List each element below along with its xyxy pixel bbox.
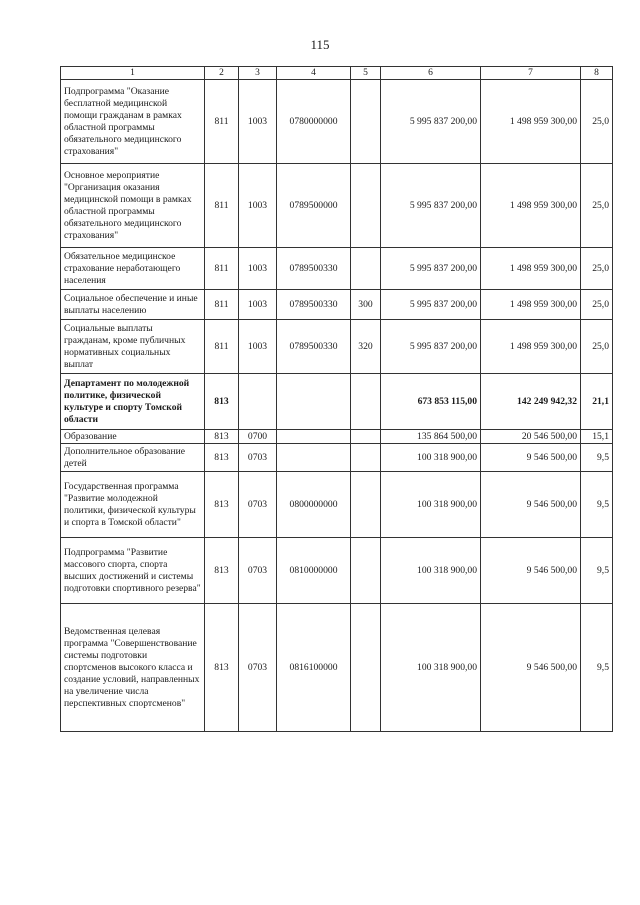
row-name-cell: Обязательное медицинское страхование неработающего населения [61,248,205,290]
table-row [61,444,613,472]
target-article-cell [277,374,351,430]
expense-type-cell: 300 [351,290,381,320]
expense-type-cell [351,472,381,538]
executed-amount-cell: 9 546 500,00 [481,472,581,538]
table-row [61,538,613,604]
row-name-cell: Социальные выплаты гражданам, кроме публичных нормативных социальных выплат [61,320,205,374]
executed-amount-cell: 9 546 500,00 [481,604,581,732]
code-cell: 811 [205,290,239,320]
planned-amount-cell: 100 318 900,00 [381,538,481,604]
section-cell: 0703 [239,538,277,604]
table-row [61,472,613,538]
row-name-cell: Подпрограмма "Развитие массового спорта, спорта высших достижений и системы подготовки спортивного резерва" [61,538,205,604]
section-cell: 1003 [239,80,277,164]
percent-cell: 25,0 [581,320,613,374]
executed-amount-cell: 9 546 500,00 [481,444,581,472]
section-cell: 0700 [239,430,277,444]
planned-amount-cell: 673 853 115,00 [381,374,481,430]
code-cell: 811 [205,80,239,164]
expense-type-cell [351,430,381,444]
page-number: 115 [310,37,330,52]
target-article-cell [277,430,351,444]
expense-type-cell [351,538,381,604]
budget-table [60,66,613,732]
percent-cell: 25,0 [581,164,613,248]
table-row [61,248,613,290]
table-row [61,374,613,430]
row-name-cell: Дополнительное образование детей [61,444,205,472]
target-article-cell: 0789500330 [277,290,351,320]
column-header: 3 [239,67,277,80]
target-article-cell: 0789500330 [277,248,351,290]
executed-amount-cell: 1 498 959 300,00 [481,320,581,374]
planned-amount-cell: 100 318 900,00 [381,444,481,472]
percent-cell: 25,0 [581,290,613,320]
section-cell: 1003 [239,290,277,320]
code-cell: 813 [205,430,239,444]
executed-amount-cell: 142 249 942,32 [481,374,581,430]
code-cell: 813 [205,374,239,430]
expense-type-cell [351,80,381,164]
table-row [61,164,613,248]
section-cell: 0703 [239,604,277,732]
percent-cell: 9,5 [581,444,613,472]
expense-type-cell: 320 [351,320,381,374]
column-header: 5 [351,67,381,80]
planned-amount-cell: 5 995 837 200,00 [381,320,481,374]
percent-cell: 25,0 [581,248,613,290]
expense-type-cell [351,374,381,430]
code-cell: 813 [205,472,239,538]
planned-amount-cell: 5 995 837 200,00 [381,80,481,164]
executed-amount-cell: 1 498 959 300,00 [481,80,581,164]
column-header: 2 [205,67,239,80]
row-name-cell: Образование [61,430,205,444]
planned-amount-cell: 5 995 837 200,00 [381,290,481,320]
executed-amount-cell: 9 546 500,00 [481,538,581,604]
target-article-cell: 0780000000 [277,80,351,164]
percent-cell: 9,5 [581,604,613,732]
section-cell: 1003 [239,164,277,248]
section-cell: 1003 [239,320,277,374]
column-header: 7 [481,67,581,80]
table-row [61,320,613,374]
row-name-cell: Подпрограмма "Оказание бесплатной медицинской помощи гражданам в рамках областной программы обязательного медицинского страхования" [61,80,205,164]
table-row [61,290,613,320]
section-cell [239,374,277,430]
section-cell: 1003 [239,248,277,290]
section-cell: 0703 [239,444,277,472]
target-article-cell [277,444,351,472]
column-header: 1 [61,67,205,80]
percent-cell: 21,1 [581,374,613,430]
row-name-cell: Ведомственная целевая программа "Совершенствование системы подготовки спортсменов высокого класса и создание условий, направленных на увеличение числа перспективных спортсменов" [61,604,205,732]
planned-amount-cell: 135 864 500,00 [381,430,481,444]
code-cell: 813 [205,444,239,472]
target-article-cell: 0800000000 [277,472,351,538]
row-name-cell: Социальное обеспечение и иные выплаты населению [61,290,205,320]
table-row [61,604,613,732]
expense-type-cell [351,444,381,472]
planned-amount-cell: 100 318 900,00 [381,472,481,538]
percent-cell: 9,5 [581,472,613,538]
planned-amount-cell: 5 995 837 200,00 [381,164,481,248]
executed-amount-cell: 1 498 959 300,00 [481,248,581,290]
expense-type-cell [351,604,381,732]
code-cell: 811 [205,248,239,290]
row-name-cell: Департамент по молодежной политике, физической культуре и спорту Томской области [61,374,205,430]
percent-cell: 25,0 [581,80,613,164]
planned-amount-cell: 100 318 900,00 [381,604,481,732]
executed-amount-cell: 1 498 959 300,00 [481,164,581,248]
section-cell: 0703 [239,472,277,538]
column-header: 4 [277,67,351,80]
table-row [61,80,613,164]
target-article-cell: 0789500330 [277,320,351,374]
table-row [61,430,613,444]
code-cell: 813 [205,604,239,732]
target-article-cell: 0789500000 [277,164,351,248]
percent-cell: 15,1 [581,430,613,444]
expense-type-cell [351,164,381,248]
executed-amount-cell: 1 498 959 300,00 [481,290,581,320]
code-cell: 813 [205,538,239,604]
target-article-cell: 0816100000 [277,604,351,732]
expense-type-cell [351,248,381,290]
column-header: 8 [581,67,613,80]
planned-amount-cell: 5 995 837 200,00 [381,248,481,290]
code-cell: 811 [205,164,239,248]
column-header: 6 [381,67,481,80]
code-cell: 811 [205,320,239,374]
target-article-cell: 0810000000 [277,538,351,604]
table-header-row [61,67,613,80]
row-name-cell: Основное мероприятие "Организация оказания медицинской помощи в рамках областной программы обязательного медицинского страхования" [61,164,205,248]
row-name-cell: Государственная программа "Развитие молодежной политики, физической культуры и спорта в Томской области" [61,472,205,538]
percent-cell: 9,5 [581,538,613,604]
executed-amount-cell: 20 546 500,00 [481,430,581,444]
